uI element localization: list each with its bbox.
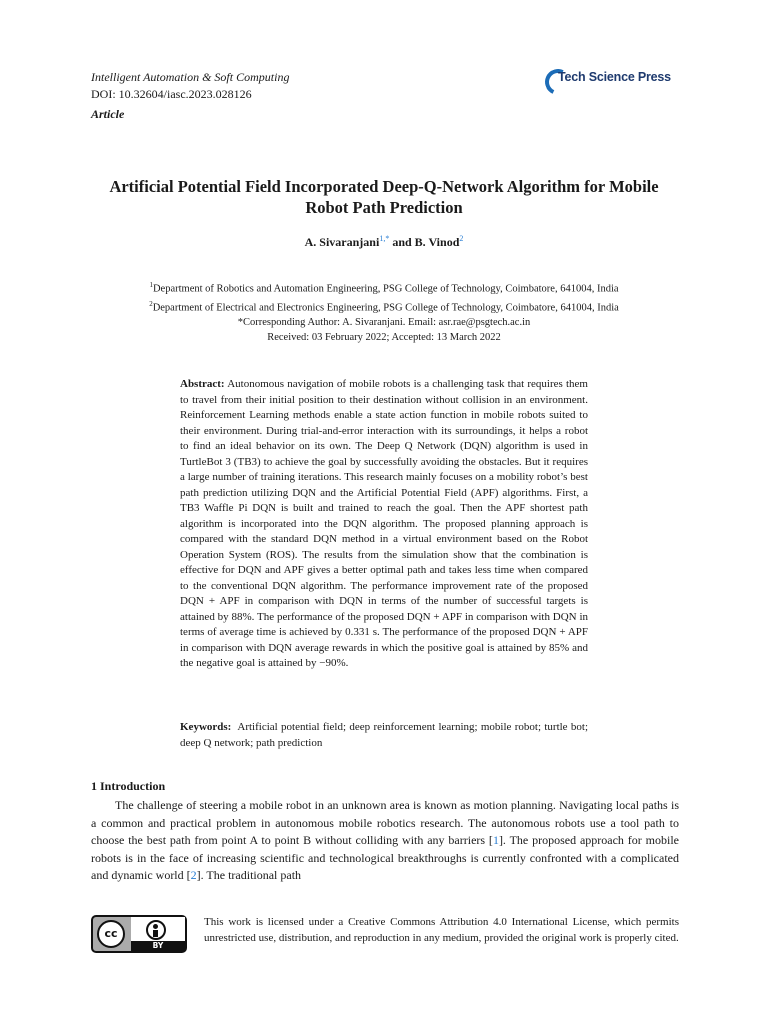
intro-text-part-2: ]. The proposed approach for mobile robots is in the face of increasing scientific and technological breakthroughs is currently confronted with a complicated and dynamic world [ [91, 833, 679, 883]
affiliation-1 [84, 278, 684, 297]
keywords-label: Keywords: [180, 721, 232, 733]
keywords-text: Artificial potential field; deep reinforcement learning; mobile robot; turtle bot; deep Q network; path prediction [180, 721, 588, 749]
attribution-panel [131, 917, 185, 951]
section-heading-introduction: 1 Introduction [91, 779, 166, 793]
author-list [84, 234, 684, 250]
keywords-block [180, 720, 588, 751]
author-1-affil-link[interactable]: 1,* [379, 234, 390, 243]
affiliations [84, 278, 684, 345]
creative-commons-icon: cc [97, 920, 125, 948]
author-2: B. Vinod [414, 235, 460, 249]
cc-by-license-badge[interactable] [91, 915, 187, 953]
title-line-1: Artificial Potential Field Incorporated Deep-Q-Network Algorithm for Mobile [109, 177, 659, 196]
abstract-block [180, 377, 588, 672]
citation-link-1[interactable]: 1 [492, 833, 499, 848]
article-type: Article [91, 107, 125, 121]
affiliation-1-text: Department of Robotics and Automation Engineering, PSG College of Technology, Coimbatore, 641004, India [152, 283, 619, 295]
intro-text-part-1: The challenge of steering a mobile robot in an unknown area is known as motion planning. Navigating local paths is a common and practical problem in autonomous mobile robotics research. The autonomous robots use a tool path to choose the best path from point A to point B without colliding with any barriers [ [91, 798, 679, 848]
attribution-person-icon [146, 920, 166, 940]
received-accepted-dates: Received: 03 February 2022; Accepted: 13 March 2022 [267, 331, 501, 343]
license-text: This work is licensed under a Creative Commons Attribution 4.0 International License, which permits unrestricted use, distribution, and reproduction in any medium, provided the original work is properly cited. [204, 916, 679, 944]
introduction-paragraph [91, 797, 679, 885]
publisher-logo[interactable] [545, 65, 679, 91]
affiliation-2 [84, 297, 684, 316]
publisher-name: Tech Science Press [558, 70, 671, 84]
author-1: A. Sivaranjani [304, 235, 380, 249]
abstract-label: Abstract: [180, 378, 225, 390]
abstract-text: Autonomous navigation of mobile robots is a challenging task that requires them to travel from their initial position to their destination without collision in an environment. Reinforcement Learning methods enable a state action function in mobile robots suited to their environment. During trial-and-error interaction with its surroundings, it helps a robot to find an ideal behavior on its own. The Deep Q Network (DQN) algorithm is used in TurtleBot 3 (TB3) to achieve the goal by successfully avoiding the obstacles. But it requires a large number of training iterations. This research mainly focuses on a mobility robot’s best path prediction utilizing DQN and the Artificial Potential Field (APF) algorithms. First, a TB3 Waffle Pi DQN is built and trained to reach the goal. Then the APF shortest path algorithm is incorporated into the DQN algorithm. The proposed planning approach is compared with the standard DQN method in a virtual environment based on the Robot Operation System (ROS). The results from the simulation show that the combination is effective for DQN and APF gives a better optimal path and takes less time when compared to the conventional DQN algorithm. The performance improvement rate of the proposed DQN + APF in comparison with DQN in terms of the number of successful targets is attained by 88%. The performance of the proposed DQN + APF in comparison with DQN in terms of average time is achieved by 0.331 s. The performance of the proposed DQN + APF in comparison with DQN average rewards in which the positive goal is attained by 85% and the negative goal is attained by −90%. [180, 378, 588, 669]
affiliation-1-mark: 1 [149, 281, 153, 289]
title-line-2: Robot Path Prediction [305, 198, 463, 217]
citation-link-2[interactable]: 2 [190, 868, 197, 883]
affiliation-2-mark: 2 [149, 300, 153, 308]
corresponding-author: *Corresponding Author: A. Sivaranjani. Email: asr.rae@psgtech.ac.in [237, 317, 531, 328]
paper-title [84, 176, 684, 218]
doi-line: DOI: 10.32604/iasc.2023.028126 [91, 87, 252, 101]
affiliation-2-text: Department of Electrical and Electronics Engineering, PSG College of Technology, Coimbatore, 641004, India [152, 302, 619, 314]
author-separator: and [389, 235, 415, 249]
author-2-affil-link[interactable]: 2 [459, 234, 464, 243]
by-label: BY [131, 941, 185, 951]
journal-name: Intelligent Automation & Soft Computing [91, 70, 290, 84]
intro-text-part-3: ]. The traditional path [196, 868, 302, 883]
